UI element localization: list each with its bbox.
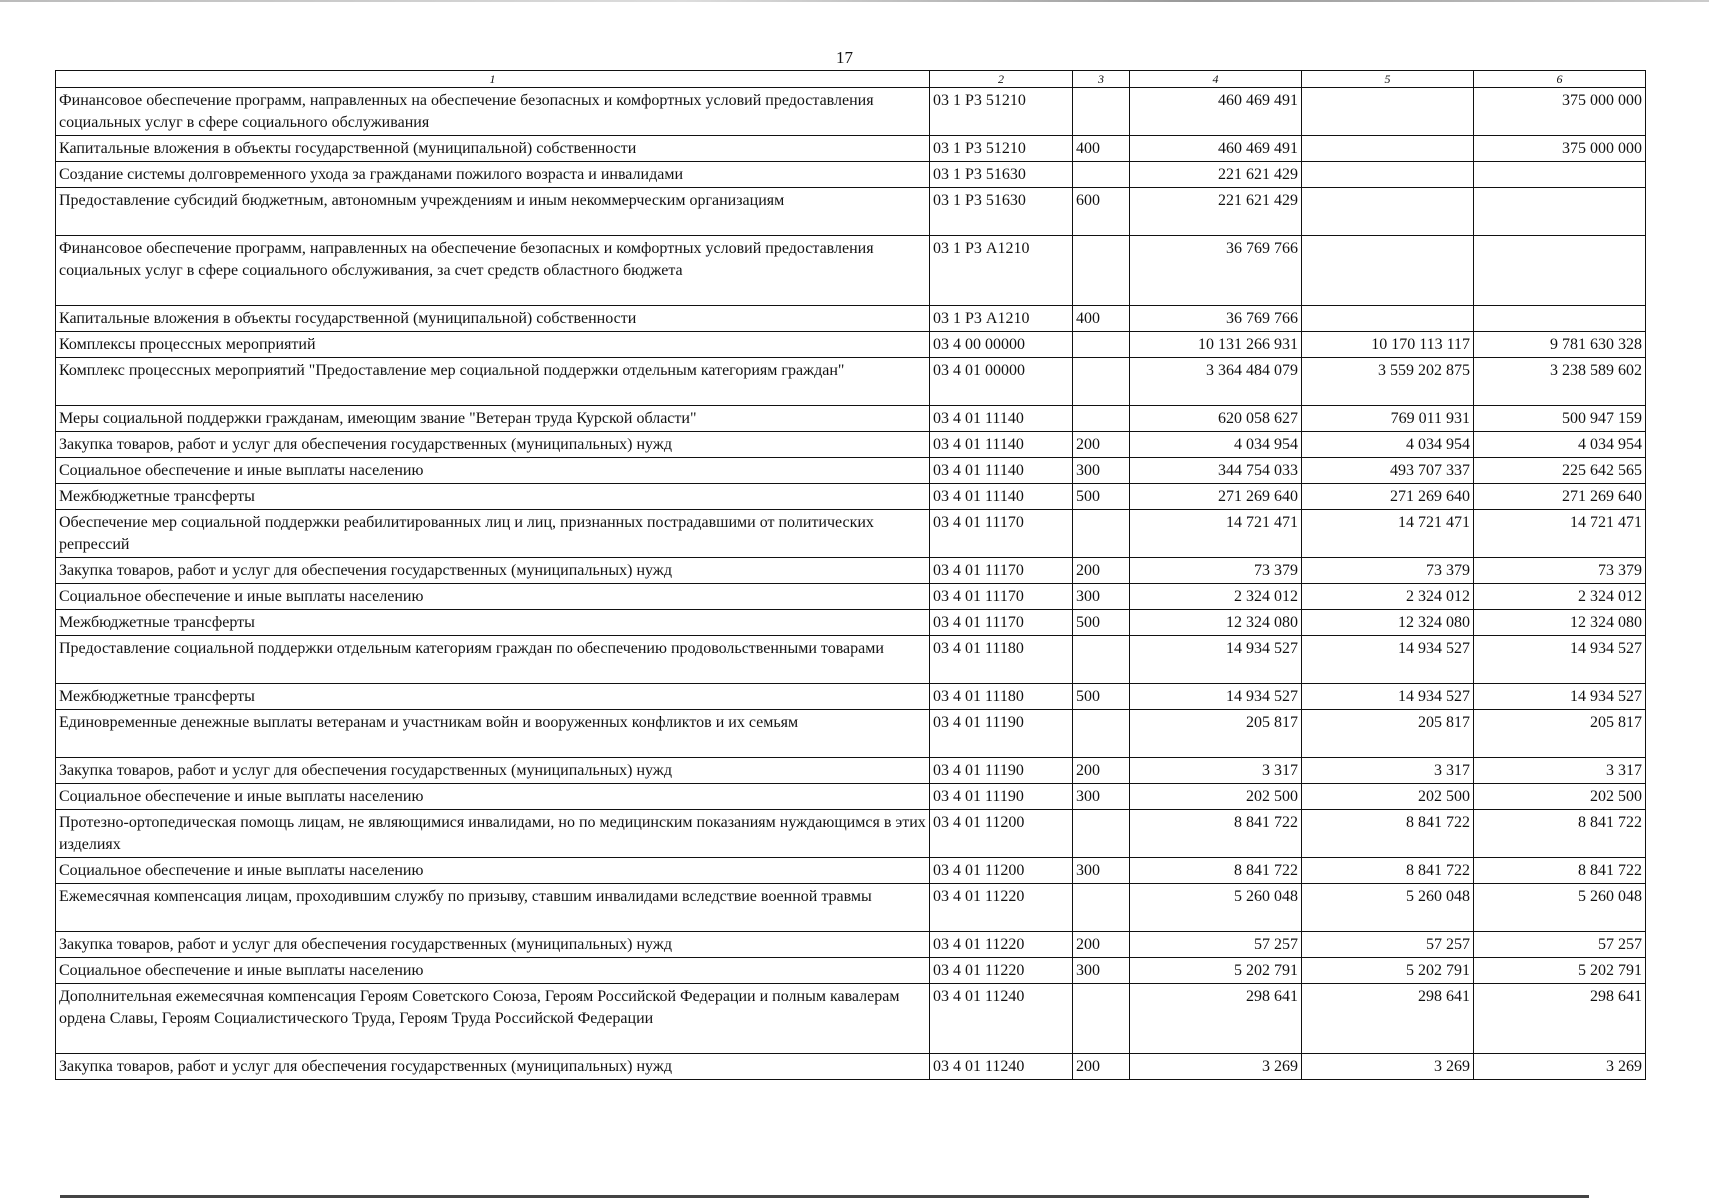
row-expense-type-cell: 200: [1073, 558, 1130, 584]
row-name-cell: Межбюджетные трансферты: [56, 684, 930, 710]
row-value-col4-cell: 8 841 722: [1130, 810, 1302, 858]
row-value-col4-cell: 3 364 484 079: [1130, 358, 1302, 406]
row-code-cell: 03 1 Р3 51210: [930, 136, 1073, 162]
row-name-cell: Комплекс процессных мероприятий "Предоставление мер социальной поддержки отдельным категориям граждан": [56, 358, 930, 406]
row-value-col5-cell: 3 269: [1302, 1054, 1474, 1080]
row-code-cell: 03 4 01 11220: [930, 932, 1073, 958]
row-expense-type-cell: 500: [1073, 684, 1130, 710]
row-expense-type-cell: [1073, 710, 1130, 758]
row-name-cell: Капитальные вложения в объекты государственной (муниципальной) собственности: [56, 136, 930, 162]
header-col-3: 3: [1073, 71, 1130, 88]
row-value-col6-cell: 271 269 640: [1474, 484, 1646, 510]
row-value-col5-cell: 14 934 527: [1302, 636, 1474, 684]
row-value-col4-cell: 8 841 722: [1130, 858, 1302, 884]
row-value-col6-cell: 12 324 080: [1474, 610, 1646, 636]
row-value-col5-cell: 57 257: [1302, 932, 1474, 958]
row-name-cell: Предоставление социальной поддержки отдельным категориям граждан по обеспечению продовольственными товарами: [56, 636, 930, 684]
table-row: [56, 1054, 1646, 1080]
row-name-cell: Межбюджетные трансферты: [56, 484, 930, 510]
row-code-cell: 03 4 00 00000: [930, 332, 1073, 358]
row-expense-type-cell: [1073, 236, 1130, 306]
row-expense-type-cell: [1073, 984, 1130, 1054]
row-value-col5-cell: 12 324 080: [1302, 610, 1474, 636]
row-name-cell: Единовременные денежные выплаты ветеранам и участникам войн и вооруженных конфликтов и их семьям: [56, 710, 930, 758]
row-expense-type-cell: 300: [1073, 784, 1130, 810]
table-row: [56, 884, 1646, 932]
table-row: [56, 858, 1646, 884]
row-value-col5-cell: 5 202 791: [1302, 958, 1474, 984]
table-row: [56, 558, 1646, 584]
row-value-col6-cell: 3 269: [1474, 1054, 1646, 1080]
row-value-col6-cell: 500 947 159: [1474, 406, 1646, 432]
row-code-cell: 03 4 01 11140: [930, 458, 1073, 484]
table-row: [56, 236, 1646, 306]
row-value-col5-cell: 10 170 113 117: [1302, 332, 1474, 358]
row-value-col4-cell: 205 817: [1130, 710, 1302, 758]
row-value-col6-cell: 14 934 527: [1474, 636, 1646, 684]
row-value-col5-cell: 493 707 337: [1302, 458, 1474, 484]
row-value-col6-cell: 2 324 012: [1474, 584, 1646, 610]
table-row: [56, 710, 1646, 758]
table-row: [56, 162, 1646, 188]
row-value-col6-cell: [1474, 162, 1646, 188]
row-code-cell: 03 4 01 11170: [930, 610, 1073, 636]
header-col-4: 4: [1130, 71, 1302, 88]
row-value-col4-cell: 271 269 640: [1130, 484, 1302, 510]
budget-table: [55, 70, 1646, 1080]
table-row: [56, 758, 1646, 784]
row-name-cell: Дополнительная ежемесячная компенсация Героям Советского Союза, Героям Российской Федерации и полным кавалерам ордена Славы, Героям Социалистического Труда, Героям Труда Российской Федерации: [56, 984, 930, 1054]
row-code-cell: 03 4 01 11190: [930, 710, 1073, 758]
row-name-cell: Социальное обеспечение и иные выплаты населению: [56, 858, 930, 884]
row-name-cell: Социальное обеспечение и иные выплаты населению: [56, 584, 930, 610]
row-expense-type-cell: 400: [1073, 136, 1130, 162]
row-name-cell: Закупка товаров, работ и услуг для обеспечения государственных (муниципальных) нужд: [56, 558, 930, 584]
row-value-col4-cell: 14 934 527: [1130, 684, 1302, 710]
row-value-col4-cell: 221 621 429: [1130, 162, 1302, 188]
row-name-cell: Финансовое обеспечение программ, направленных на обеспечение безопасных и комфортных условий предоставления социальных услуг в сфере социального обслуживания, за счет средств областного бюджета: [56, 236, 930, 306]
row-value-col6-cell: 8 841 722: [1474, 858, 1646, 884]
row-code-cell: 03 4 01 11180: [930, 684, 1073, 710]
row-name-cell: Социальное обеспечение и иные выплаты населению: [56, 784, 930, 810]
table-row: [56, 358, 1646, 406]
row-name-cell: Закупка товаров, работ и услуг для обеспечения государственных (муниципальных) нужд: [56, 758, 930, 784]
row-code-cell: 03 4 01 11170: [930, 510, 1073, 558]
row-name-cell: Создание системы долговременного ухода за гражданами пожилого возраста и инвалидами: [56, 162, 930, 188]
row-name-cell: Финансовое обеспечение программ, направленных на обеспечение безопасных и комфортных условий предоставления социальных услуг в сфере социального обслуживания: [56, 88, 930, 136]
table-row: [56, 984, 1646, 1054]
table-row: [56, 188, 1646, 236]
row-code-cell: 03 4 01 00000: [930, 358, 1073, 406]
table-row: [56, 584, 1646, 610]
row-value-col6-cell: 4 034 954: [1474, 432, 1646, 458]
row-value-col6-cell: 57 257: [1474, 932, 1646, 958]
row-value-col4-cell: 344 754 033: [1130, 458, 1302, 484]
row-expense-type-cell: 400: [1073, 306, 1130, 332]
scan-edge-top: [0, 0, 1709, 2]
row-expense-type-cell: 300: [1073, 858, 1130, 884]
row-value-col6-cell: 205 817: [1474, 710, 1646, 758]
row-value-col5-cell: 73 379: [1302, 558, 1474, 584]
row-name-cell: Комплексы процессных мероприятий: [56, 332, 930, 358]
row-expense-type-cell: 300: [1073, 958, 1130, 984]
row-expense-type-cell: 200: [1073, 758, 1130, 784]
table-row: [56, 406, 1646, 432]
row-value-col5-cell: 205 817: [1302, 710, 1474, 758]
row-code-cell: 03 1 Р3 51630: [930, 188, 1073, 236]
row-expense-type-cell: 500: [1073, 610, 1130, 636]
row-value-col6-cell: 5 202 791: [1474, 958, 1646, 984]
row-value-col4-cell: 36 769 766: [1130, 306, 1302, 332]
row-value-col5-cell: 14 934 527: [1302, 684, 1474, 710]
row-value-col4-cell: 10 131 266 931: [1130, 332, 1302, 358]
row-value-col6-cell: 3 238 589 602: [1474, 358, 1646, 406]
row-value-col5-cell: [1302, 162, 1474, 188]
row-name-cell: Закупка товаров, работ и услуг для обеспечения государственных (муниципальных) нужд: [56, 932, 930, 958]
row-value-col4-cell: 57 257: [1130, 932, 1302, 958]
row-code-cell: 03 4 01 11190: [930, 784, 1073, 810]
row-expense-type-cell: 200: [1073, 432, 1130, 458]
row-value-col4-cell: 14 721 471: [1130, 510, 1302, 558]
row-value-col4-cell: 14 934 527: [1130, 636, 1302, 684]
row-value-col5-cell: 8 841 722: [1302, 810, 1474, 858]
row-value-col4-cell: 3 317: [1130, 758, 1302, 784]
row-name-cell: Меры социальной поддержки гражданам, имеющим звание "Ветеран труда Курской области": [56, 406, 930, 432]
row-code-cell: 03 4 01 11190: [930, 758, 1073, 784]
row-value-col4-cell: 3 269: [1130, 1054, 1302, 1080]
row-value-col4-cell: 36 769 766: [1130, 236, 1302, 306]
table-row: [56, 332, 1646, 358]
header-col-2: 2: [930, 71, 1073, 88]
row-value-col6-cell: 8 841 722: [1474, 810, 1646, 858]
row-name-cell: Социальное обеспечение и иные выплаты населению: [56, 458, 930, 484]
scan-edge-bottom: [60, 1195, 1589, 1198]
row-code-cell: 03 4 01 11200: [930, 858, 1073, 884]
row-value-col6-cell: [1474, 188, 1646, 236]
row-value-col4-cell: 5 260 048: [1130, 884, 1302, 932]
row-expense-type-cell: [1073, 636, 1130, 684]
table-row: [56, 88, 1646, 136]
row-value-col4-cell: 4 034 954: [1130, 432, 1302, 458]
table-row: [56, 810, 1646, 858]
row-value-col5-cell: 3 559 202 875: [1302, 358, 1474, 406]
row-code-cell: 03 4 01 11140: [930, 484, 1073, 510]
table-row: [56, 958, 1646, 984]
table-row: [56, 432, 1646, 458]
row-value-col6-cell: 225 642 565: [1474, 458, 1646, 484]
row-expense-type-cell: 500: [1073, 484, 1130, 510]
table-body: [56, 88, 1646, 1080]
row-value-col5-cell: 4 034 954: [1302, 432, 1474, 458]
row-value-col5-cell: 5 260 048: [1302, 884, 1474, 932]
header-col-5: 5: [1302, 71, 1474, 88]
row-value-col6-cell: [1474, 306, 1646, 332]
row-code-cell: 03 4 01 11220: [930, 958, 1073, 984]
row-value-col6-cell: 298 641: [1474, 984, 1646, 1054]
table-row: [56, 784, 1646, 810]
row-code-cell: 03 1 Р3 51210: [930, 88, 1073, 136]
row-expense-type-cell: [1073, 510, 1130, 558]
table-row: [56, 636, 1646, 684]
table-row: [56, 136, 1646, 162]
table-row: [56, 484, 1646, 510]
row-value-col5-cell: [1302, 136, 1474, 162]
row-value-col4-cell: 12 324 080: [1130, 610, 1302, 636]
row-value-col5-cell: [1302, 236, 1474, 306]
row-code-cell: 03 1 Р3 51630: [930, 162, 1073, 188]
row-value-col4-cell: 202 500: [1130, 784, 1302, 810]
row-code-cell: 03 4 01 11240: [930, 984, 1073, 1054]
table-row: [56, 932, 1646, 958]
row-code-cell: 03 4 01 11170: [930, 558, 1073, 584]
row-value-col5-cell: 3 317: [1302, 758, 1474, 784]
row-expense-type-cell: [1073, 332, 1130, 358]
row-value-col4-cell: 5 202 791: [1130, 958, 1302, 984]
row-code-cell: 03 4 01 11180: [930, 636, 1073, 684]
row-value-col4-cell: 221 621 429: [1130, 188, 1302, 236]
row-value-col6-cell: [1474, 236, 1646, 306]
row-name-cell: Протезно-ортопедическая помощь лицам, не являющимися инвалидами, но по медицинским показаниям нуждающимся в этих изделиях: [56, 810, 930, 858]
row-value-col4-cell: 2 324 012: [1130, 584, 1302, 610]
table-row: [56, 306, 1646, 332]
row-value-col5-cell: 14 721 471: [1302, 510, 1474, 558]
row-value-col6-cell: 73 379: [1474, 558, 1646, 584]
table-row: [56, 458, 1646, 484]
page-number: 17: [836, 48, 853, 67]
row-expense-type-cell: [1073, 88, 1130, 136]
row-name-cell: Закупка товаров, работ и услуг для обеспечения государственных (муниципальных) нужд: [56, 432, 930, 458]
row-code-cell: 03 1 Р3 А1210: [930, 236, 1073, 306]
row-name-cell: Социальное обеспечение и иные выплаты населению: [56, 958, 930, 984]
row-value-col5-cell: 2 324 012: [1302, 584, 1474, 610]
row-expense-type-cell: [1073, 358, 1130, 406]
row-value-col5-cell: [1302, 88, 1474, 136]
header-col-6: 6: [1474, 71, 1646, 88]
row-expense-type-cell: 300: [1073, 584, 1130, 610]
row-expense-type-cell: [1073, 810, 1130, 858]
row-name-cell: Закупка товаров, работ и услуг для обеспечения государственных (муниципальных) нужд: [56, 1054, 930, 1080]
row-value-col6-cell: 202 500: [1474, 784, 1646, 810]
row-value-col5-cell: 769 011 931: [1302, 406, 1474, 432]
row-name-cell: Предоставление субсидий бюджетным, автономным учреждениям и иным некоммерческим организациям: [56, 188, 930, 236]
row-value-col5-cell: 298 641: [1302, 984, 1474, 1054]
row-name-cell: Капитальные вложения в объекты государственной (муниципальной) собственности: [56, 306, 930, 332]
row-value-col4-cell: 73 379: [1130, 558, 1302, 584]
row-value-col5-cell: [1302, 306, 1474, 332]
row-code-cell: 03 4 01 11140: [930, 406, 1073, 432]
row-expense-type-cell: 600: [1073, 188, 1130, 236]
header-row: [56, 71, 1646, 88]
row-expense-type-cell: 200: [1073, 932, 1130, 958]
row-name-cell: Межбюджетные трансферты: [56, 610, 930, 636]
row-value-col6-cell: 5 260 048: [1474, 884, 1646, 932]
row-value-col6-cell: 14 934 527: [1474, 684, 1646, 710]
table-row: [56, 510, 1646, 558]
row-value-col4-cell: 460 469 491: [1130, 88, 1302, 136]
row-value-col6-cell: 375 000 000: [1474, 88, 1646, 136]
row-value-col5-cell: [1302, 188, 1474, 236]
row-value-col5-cell: 8 841 722: [1302, 858, 1474, 884]
row-code-cell: 03 4 01 11170: [930, 584, 1073, 610]
row-code-cell: 03 4 01 11140: [930, 432, 1073, 458]
row-name-cell: Обеспечение мер социальной поддержки реабилитированных лиц и лиц, признанных пострадавшими от политических репрессий: [56, 510, 930, 558]
row-expense-type-cell: [1073, 162, 1130, 188]
row-value-col4-cell: 620 058 627: [1130, 406, 1302, 432]
row-name-cell: Ежемесячная компенсация лицам, проходившим службу по призыву, ставшим инвалидами вследствие военной травмы: [56, 884, 930, 932]
row-value-col6-cell: 375 000 000: [1474, 136, 1646, 162]
table-row: [56, 610, 1646, 636]
row-value-col4-cell: 460 469 491: [1130, 136, 1302, 162]
row-value-col5-cell: 202 500: [1302, 784, 1474, 810]
table-row: [56, 684, 1646, 710]
row-value-col4-cell: 298 641: [1130, 984, 1302, 1054]
row-expense-type-cell: 200: [1073, 1054, 1130, 1080]
row-value-col6-cell: 14 721 471: [1474, 510, 1646, 558]
row-expense-type-cell: [1073, 884, 1130, 932]
table-header: [56, 71, 1646, 88]
row-code-cell: 03 4 01 11240: [930, 1054, 1073, 1080]
row-value-col6-cell: 9 781 630 328: [1474, 332, 1646, 358]
row-code-cell: 03 4 01 11200: [930, 810, 1073, 858]
row-code-cell: 03 1 Р3 А1210: [930, 306, 1073, 332]
row-value-col5-cell: 271 269 640: [1302, 484, 1474, 510]
row-expense-type-cell: 300: [1073, 458, 1130, 484]
row-code-cell: 03 4 01 11220: [930, 884, 1073, 932]
header-col-1: 1: [56, 71, 930, 88]
row-expense-type-cell: [1073, 406, 1130, 432]
row-value-col6-cell: 3 317: [1474, 758, 1646, 784]
